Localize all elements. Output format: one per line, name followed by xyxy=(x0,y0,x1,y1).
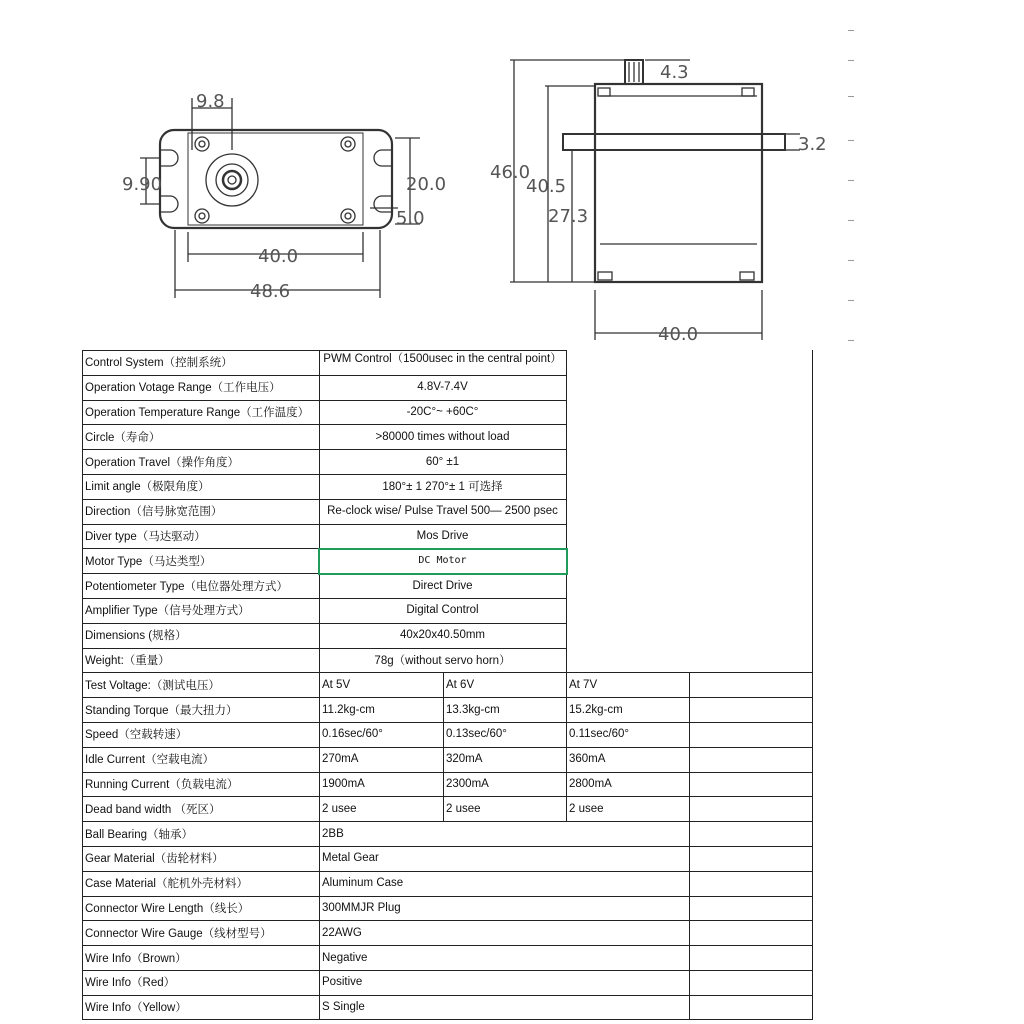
spec-value[interactable]: Direct Drive xyxy=(412,579,473,592)
misc-value[interactable]: Positive xyxy=(322,976,363,989)
misc-label[interactable]: Ball Bearing（轴承） xyxy=(85,828,194,841)
table-row xyxy=(82,722,813,747)
grid-line xyxy=(82,896,813,897)
dim-label: 5.0 xyxy=(396,208,425,229)
misc-label[interactable]: Connector Wire Gauge（线材型号） xyxy=(85,927,272,940)
table-row xyxy=(82,648,813,673)
table-row xyxy=(82,524,813,549)
grid-line xyxy=(82,524,566,525)
grid-line xyxy=(82,648,566,649)
misc-value[interactable]: 2BB xyxy=(322,827,344,840)
misc-value[interactable]: Metal Gear xyxy=(322,852,379,865)
perf-value[interactable]: At 6V xyxy=(446,678,475,691)
spec-label[interactable]: Diver type（马达驱动） xyxy=(85,530,206,543)
spec-value[interactable]: 78g（without servo horn） xyxy=(374,654,511,667)
table-row xyxy=(82,623,813,648)
table-row xyxy=(82,821,813,846)
grid-line xyxy=(82,499,566,500)
perf-label[interactable]: Test Voltage:（测试电压） xyxy=(85,679,220,692)
grid-line xyxy=(82,871,813,872)
spec-label[interactable]: Operation Votage Range（工作电压） xyxy=(85,382,281,395)
table-row xyxy=(82,424,813,449)
grid-line xyxy=(689,672,690,1019)
misc-label[interactable]: Connector Wire Length（线长） xyxy=(85,902,250,915)
table-row xyxy=(82,449,813,474)
spec-value[interactable]: 40x20x40.50mm xyxy=(399,629,486,642)
perf-value[interactable]: 270mA xyxy=(322,753,359,766)
perf-label[interactable]: Idle Current（空载电流） xyxy=(85,754,215,767)
spec-label[interactable]: Operation Travel（操作角度） xyxy=(85,456,240,469)
table-row xyxy=(82,400,813,425)
spec-value[interactable]: DC Motor xyxy=(418,555,467,567)
dim-label: 9.8 xyxy=(196,91,225,112)
misc-label[interactable]: Case Material（舵机外壳材料） xyxy=(85,878,248,891)
dim-label: 40.0 xyxy=(658,324,699,345)
dim-label: 20.0 xyxy=(406,174,447,195)
selected-cell[interactable] xyxy=(318,548,568,575)
table-row xyxy=(82,920,813,945)
table-row xyxy=(82,598,813,623)
margin-tick xyxy=(848,260,854,261)
spec-label[interactable]: Operation Temperature Range（工作温度） xyxy=(85,406,310,419)
perf-value[interactable]: 2 usee xyxy=(569,802,604,815)
grid-line xyxy=(82,796,813,797)
perf-value[interactable]: 2 usee xyxy=(322,802,357,815)
perf-value[interactable]: 1900mA xyxy=(322,777,365,790)
servo-dimension-drawing xyxy=(0,0,1024,350)
grid-line xyxy=(443,672,444,821)
perf-value[interactable]: 15.2kg-cm xyxy=(569,703,623,716)
grid-line xyxy=(82,747,813,748)
perf-value[interactable]: 13.3kg-cm xyxy=(446,703,500,716)
spec-label[interactable]: Direction（信号脉宽范围） xyxy=(85,506,223,519)
margin-tick xyxy=(848,340,854,341)
spec-label[interactable]: Limit angle（极限角度） xyxy=(85,481,210,494)
spec-value[interactable]: PWM Control（1500usec in the central point） xyxy=(323,353,562,365)
grid-line xyxy=(82,474,566,475)
table-row xyxy=(82,350,813,375)
table-row xyxy=(82,499,813,524)
spec-label[interactable]: Circle（寿命） xyxy=(85,431,161,444)
spec-value[interactable]: 180°± 1 270°± 1 可选择 xyxy=(382,481,503,494)
dim-label: 48.6 xyxy=(250,281,291,302)
margin-tick xyxy=(848,140,854,141)
misc-label[interactable]: Wire Info（Brown） xyxy=(85,952,187,965)
spec-value[interactable]: 60° ±1 xyxy=(425,455,460,468)
misc-label[interactable]: Wire Info（Yellow） xyxy=(85,1002,187,1015)
grid-line xyxy=(82,945,813,946)
grid-line xyxy=(82,672,813,673)
table-row xyxy=(82,772,813,797)
grid-line xyxy=(82,449,566,450)
grid-line xyxy=(82,920,813,921)
misc-value[interactable]: Negative xyxy=(322,951,368,964)
dim-label: 4.3 xyxy=(660,62,689,83)
perf-label[interactable]: Standing Torque（最大扭力） xyxy=(85,704,238,717)
table-row xyxy=(82,896,813,921)
table-row xyxy=(82,970,813,995)
spec-label[interactable]: Amplifier Type（信号处理方式） xyxy=(85,605,250,618)
perf-value[interactable]: 2 usee xyxy=(446,802,481,815)
spec-label[interactable]: Motor Type（马达类型） xyxy=(85,555,212,568)
table-row xyxy=(82,747,813,772)
dim-label: 40.0 xyxy=(258,246,299,267)
spec-table xyxy=(82,350,813,1020)
perf-label[interactable]: Dead band width （死区） xyxy=(85,803,221,816)
perf-value[interactable]: 0.13sec/60° xyxy=(446,728,507,741)
grid-line xyxy=(82,623,566,624)
perf-label[interactable]: Speed（空载转速） xyxy=(85,729,188,742)
dim-label: 46.0 xyxy=(490,162,531,183)
grid-line xyxy=(82,598,566,599)
misc-value[interactable]: Aluminum Case xyxy=(322,877,404,890)
dim-label: 3.2 xyxy=(798,134,827,155)
perf-label[interactable]: Running Current（负载电流） xyxy=(85,778,239,791)
table-row xyxy=(82,474,813,499)
spec-value[interactable]: -20C°~ +60C° xyxy=(406,405,479,418)
spec-label[interactable]: Control System（控制系统） xyxy=(85,357,233,370)
spec-value[interactable]: >80000 times without load xyxy=(375,430,510,443)
table-row xyxy=(82,846,813,871)
spec-label[interactable]: Weight:（重量） xyxy=(85,654,170,667)
margin-tick xyxy=(848,180,854,181)
table-row xyxy=(82,945,813,970)
margin-tick xyxy=(848,30,854,31)
misc-label[interactable]: Gear Material（齿轮材料） xyxy=(85,853,224,866)
margin-tick xyxy=(848,220,854,221)
perf-value[interactable]: 0.11sec/60° xyxy=(569,728,630,741)
misc-value[interactable]: 22AWG xyxy=(322,926,362,939)
dim-label: 27.3 xyxy=(548,206,589,227)
perf-value[interactable]: 320mA xyxy=(446,753,483,766)
grid-line xyxy=(82,697,813,698)
margin-tick xyxy=(848,300,854,301)
misc-value[interactable]: 300MMJR Plug xyxy=(322,901,401,914)
perf-value[interactable]: 11.2kg-cm xyxy=(322,703,375,716)
grid-line xyxy=(82,350,566,351)
perf-value[interactable]: 2300mA xyxy=(446,777,489,790)
spec-value[interactable]: Re-clock wise/ Pulse Travel 500— 2500 psec xyxy=(327,505,558,518)
perf-value[interactable]: 2800mA xyxy=(569,777,612,790)
grid-line xyxy=(82,846,813,847)
grid-line xyxy=(566,350,567,821)
table-row xyxy=(82,871,813,896)
grid-line xyxy=(319,350,320,1020)
table-row xyxy=(82,995,813,1020)
margin-tick xyxy=(848,60,854,61)
spec-label[interactable]: Dimensions (规格） xyxy=(85,630,187,643)
perf-value[interactable]: 360mA xyxy=(569,753,606,766)
grid-line xyxy=(82,722,813,723)
grid-line xyxy=(812,350,813,1020)
grid-line xyxy=(82,350,83,1020)
grid-line xyxy=(82,424,566,425)
table-row xyxy=(82,672,813,697)
dim-label: 9.90 xyxy=(122,174,163,195)
table-row xyxy=(82,796,813,821)
dim-label: 40.5 xyxy=(526,176,567,197)
table-row xyxy=(82,573,813,598)
spec-value[interactable]: 4.8V-7.4V xyxy=(417,381,468,394)
grid-line xyxy=(82,970,813,971)
grid-line xyxy=(82,995,813,996)
spec-value[interactable]: Mos Drive xyxy=(416,529,469,542)
grid-line xyxy=(82,772,813,773)
table-row xyxy=(82,375,813,400)
grid-line xyxy=(82,821,813,822)
perf-value[interactable]: 0.16sec/60° xyxy=(322,728,383,741)
margin-tick xyxy=(848,96,854,97)
spec-label[interactable]: Potentiometer Type（电位器处理方式） xyxy=(85,580,289,593)
perf-value[interactable]: At 7V xyxy=(569,678,598,691)
table-row xyxy=(82,697,813,722)
grid-line xyxy=(82,1019,813,1020)
grid-line xyxy=(82,375,566,376)
misc-value[interactable]: S Single xyxy=(322,1001,365,1014)
grid-line xyxy=(82,400,566,401)
misc-label[interactable]: Wire Info（Red） xyxy=(85,977,176,990)
spec-value[interactable]: Digital Control xyxy=(406,604,479,617)
perf-value[interactable]: At 5V xyxy=(322,678,351,691)
